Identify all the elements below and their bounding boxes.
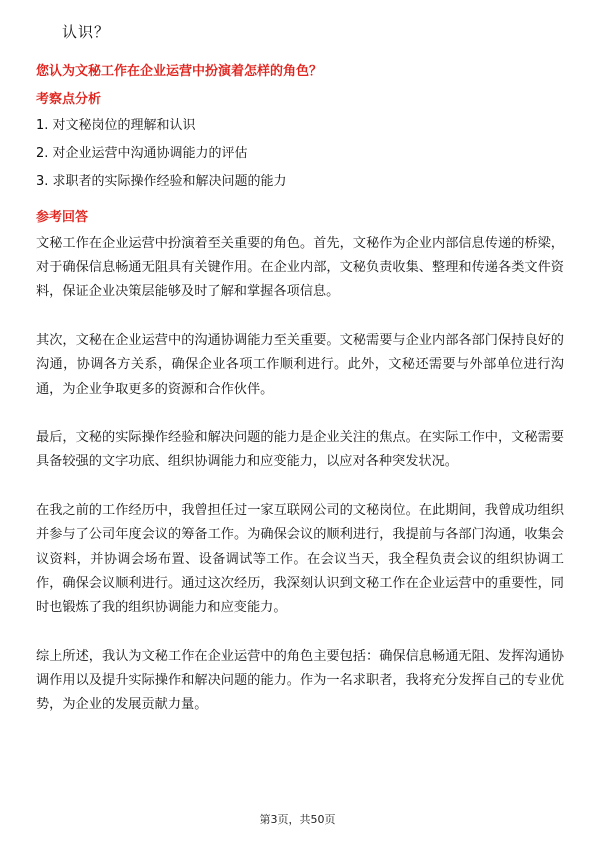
answer-paragraph: 在我之前的工作经历中，我曾担任过一家互联网公司的文秘岗位。在此期间，我曾成功组织并参与了公司年度会议的筹备工作。为确保会议的顺利进行，我提前与各部门沟通，收集会议资料，并协调会场布置、设备调试等工作。在会议当天，我全程负责会议的组织协调工作，确保会议顺利进行。通过这次经历，我深刻认识到文秘工作在企业运营中的重要性，同时也锻炼了我的组织协调能力和应变能力。 (36, 503, 564, 615)
analysis-point: 1. 对文秘岗位的理解和认识 (36, 118, 196, 133)
answer-paragraph: 最后，文秘的实际操作经验和解决问题的能力是企业关注的焦点。在实际工作中，文秘需要具备较强的文字功底、组织协调能力和应变能力，以应对各种突发状况。 (36, 430, 564, 470)
answer-body (36, 232, 564, 717)
continued-question-text: 认识？ (62, 23, 111, 41)
answer-paragraph: 文秘工作在企业运营中扮演着至关重要的角色。首先，文秘作为企业内部信息传递的桥梁，对于确保信息畅通无阻具有关键作用。在企业内部，文秘负责收集、整理和传递各类文件资料，保证企业决策层能够及时了解和掌握各项信息。 (36, 236, 564, 300)
analysis-point: 3. 求职者的实际操作经验和解决问题的能力 (36, 174, 287, 189)
answer-paragraph: 其次，文秘在企业运营中的沟通协调能力至关重要。文秘需要与企业内部各部门保持良好的沟通，协调各方关系，确保企业各项工作顺利进行。此外，文秘还需要与外部单位进行沟通，为企业争取更多的资源和合作伙伴。 (36, 333, 564, 397)
answer-paragraph: 综上所述，我认为文秘工作在企业运营中的角色主要包括：确保信息畅通无阻、发挥沟通协调作用以及提升实际操作和解决问题的能力。作为一名求职者，我将充分发挥自己的专业优势，为企业的发展贡献力量。 (36, 648, 564, 713)
answer-heading: 参考回答 (36, 210, 89, 225)
page-number-footer: 第3页，共50页 (259, 813, 336, 826)
question-heading: 您认为文秘工作在企业运营中扮演着怎样的角色？ (36, 64, 323, 79)
analysis-heading: 考察点分析 (36, 92, 102, 107)
analysis-points-list (36, 116, 566, 200)
analysis-point: 2. 对企业运营中沟通协调能力的评估 (36, 146, 248, 161)
